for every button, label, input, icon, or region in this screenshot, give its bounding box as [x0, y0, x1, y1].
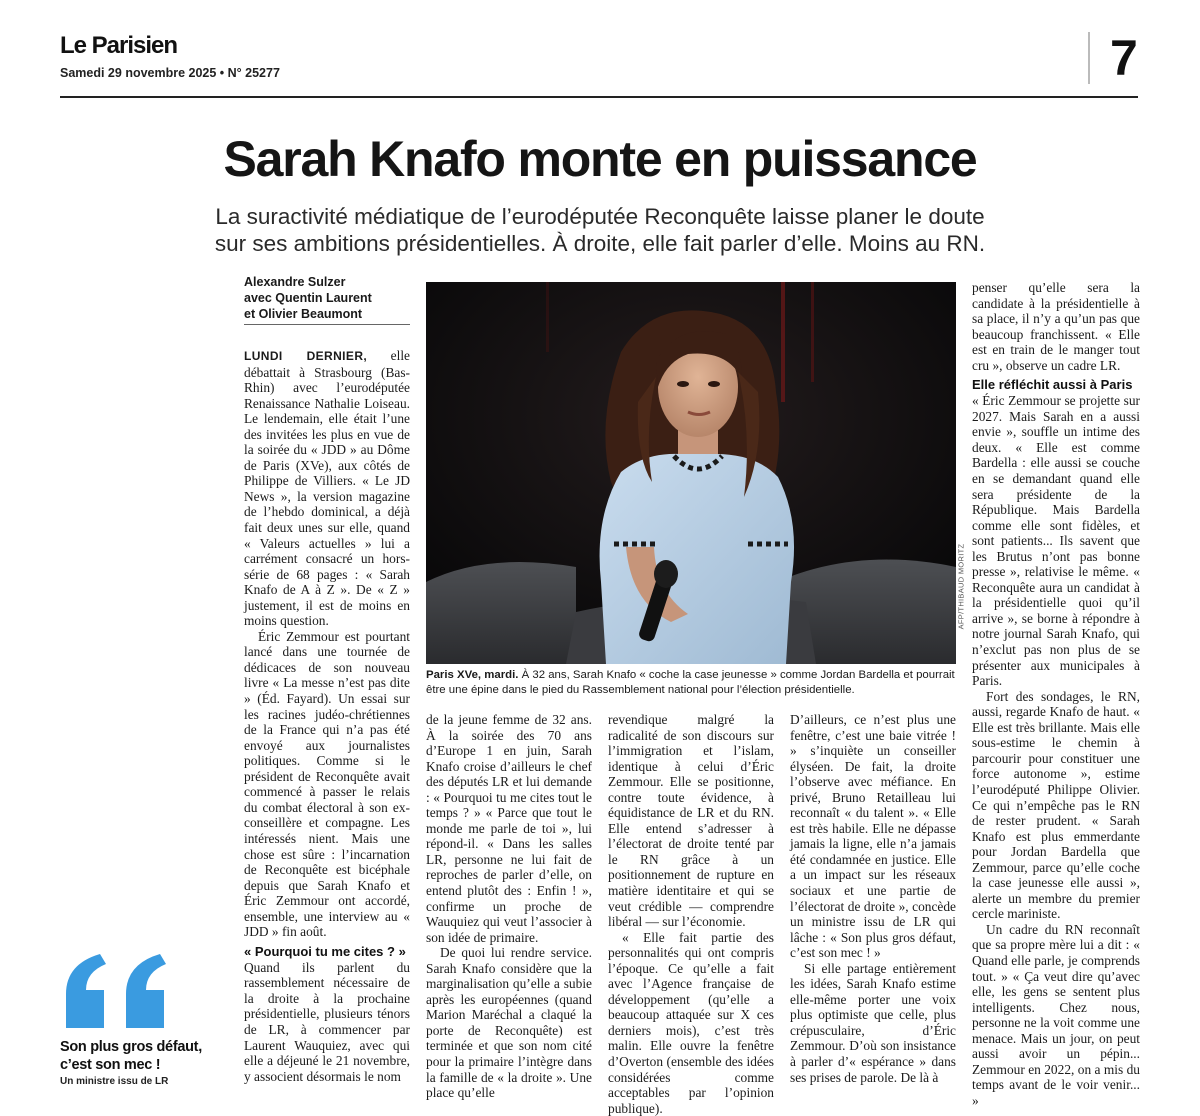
masthead-divider	[1088, 32, 1090, 84]
standfirst-line: La suractivité médiatique de l’eurodéputée Reconquête laisse planer le doute	[215, 204, 985, 229]
photo-credit-text: AFP/THIBAUD MORITZ	[956, 543, 966, 630]
paragraph: Si elle partage entièrement les idées, Sarah Knafo estime elle-même porter une voix plus optimiste que celle, plus crépusculaire, d’Éric Zemmour. D’où son insistance à parler d’« espérance » dans ses prises de parole. De là à	[790, 960, 956, 1085]
caption-text: À 32 ans, Sarah Knafo « coche la case jeunesse » comme Jordan Bardella et pourrait être une épine dans le pied du Rassemblement national pour l’élection présidentielle.	[426, 669, 955, 696]
headline: Sarah Knafo monte en puissance	[223, 131, 977, 187]
paragraph: Un cadre du RN reconnaît que sa propre mère lui a dit : « Quand elle parle, je comprends tout. » « Ça veut dire qu’avec elle, les gens se sentent plus intelligents. Chez nous, personne ne la voit comme une menace. Mais un jour, on peut aussi avoir un pépin... Zemmour en 2022, on a mis du temps avant de le voir venir... »	[972, 921, 1140, 1108]
photo-caption	[426, 668, 956, 698]
byline-author: et Olivier Beaumont	[244, 307, 363, 321]
article-column-3	[608, 712, 774, 1116]
byline-author: avec Quentin Laurent	[244, 291, 372, 305]
lead-in: LUNDI DERNIER,	[244, 349, 368, 363]
paragraph: « Elle fait partie des personnalités qui ont compris l’époque. Ce qu’elle a fait avec l’Agence française de développement (qu’elle a beaucoup attaquée sur X ces derniers mois), c’est très malin. Elle ouvre la fenêtre d’Overton (ensemble des idées considérées comme acceptables par l’opinion publique).	[608, 929, 774, 1116]
paragraph: D’ailleurs, ce n’est plus une fenêtre, c’est une baie vitrée ! » s’inquiète un conseiller élyséen. De fait, la droite l’observe avec méfiance. En privé, Bruno Retailleau lui reconnaît « du talent ». « Elle est très habile. Elle ne dépasse jamais la ligne, elle n’a jamais été condamnée en justice. Elle a un impact sur les réseaux sociaux et une partie de l’électorat de droite », concède un ministre issu de LR qui lâche : « Son plus gros défaut, c’est son mec ! »	[790, 712, 956, 961]
article-column-5	[972, 280, 1140, 1108]
paragraph: de la jeune femme de 32 ans. À la soirée des 70 ans d’Europe 1 en juin, Sarah Knafo croise d’ailleurs le chef des députés LR et lui demande : « Pourquoi tu me cites tout le temps ? » « Parce que tout le monde me parle de toi », lui répond-il. « Dans les salles LR, personne ne lui fait de reproches de parler d’elle, on entend plutôt des : Enfin ! », confirme un proche de Wauquiez qui veut l’associer à son idée de primaire.	[426, 712, 592, 945]
standfirst	[120, 203, 1080, 257]
caption-place: Paris XVe, mardi.	[426, 669, 519, 681]
paragraph: Quand ils parlent du rassemblement nécessaire de la droite à la prochaine présidentielle, plusieurs ténors de LR, à commencer par Laurent Wauquiez, avec qui elle a déjeuné le 21 novembre, y associent désormais le nom	[244, 959, 410, 1084]
article-column-4	[790, 712, 956, 1085]
paragraph: Fort des sondages, le RN, aussi, regarde Knafo de haut. « Elle est très brillante. Mais elle sous-estime le chemin à parcourir pour constituer une force autonome », estime l’eurodéputé Philippe Olivier. Ce qui n’empêche pas le RN de rester prudent. « Sarah Knafo est plus emmerdante pour Jordan Bardella que Zemmour, parce qu’elle coche la case jeunesse elle aussi », alerte un membre du premier cercle mariniste.	[972, 688, 1140, 922]
issue-date: Samedi 29 novembre 2025 • N° 25277	[60, 66, 280, 80]
paragraph: LUNDI DERNIER, elle débattait à Strasbourg (Bas-Rhin) avec l’eurodéputée Renaissance Nathalie Loiseau. Le lendemain, elle était l’une des invitées les plus en vue de la soirée du « JDD » au Dôme de Paris (XVe), aux côtés de Philippe de Villiers. « Le JD News », la version magazine de l’hebdo dominical, a déjà fait deux unes sur elle, quand « Valeurs actuelles » lui a carrément consacré un hors-série de 68 pages : « Sarah Knafo de A à Z ». De « Z » justement, il est de moins en moins question.	[244, 348, 410, 629]
subhead: Elle réfléchit aussi à Paris	[972, 377, 1133, 393]
subhead: « Pourquoi tu me cites ? »	[244, 943, 406, 959]
byline	[244, 274, 372, 322]
paragraph: De quoi lui rendre service. Sarah Knafo considère que la marginalisation qu’elle a subie après les européennes (quand Marion Maréchal a claqué la porte de Reconquête) est terminée et que son nom cité pour la primaire l’intègre dans la famille de « la droite ». Une place qu’elle	[426, 945, 592, 1101]
quote-marks-icon	[60, 950, 180, 1030]
paragraph: penser qu’elle sera la candidate à la présidentielle à sa place, il n’y a qu’un pas que beaucoup franchissent. « Elle est en train de le manger tout cru », observe un cadre LR.	[972, 280, 1140, 373]
article-column-1	[244, 348, 410, 1084]
photo-credit	[956, 282, 968, 664]
newspaper-logo: Le Parisien	[60, 32, 178, 59]
standfirst-line: sur ses ambitions présidentielles. À droite, elle fait parler d’elle. Moins au RN.	[214, 231, 986, 256]
article-column-2	[426, 712, 592, 1101]
paragraph: « Éric Zemmour se projette sur 2027. Mais Sarah en a aussi envie », souffle un intime des deux. « Elle est comme Bardella : elle aussi se couche en se demandant quand elle sera présidente de la République. Mais Bardella comme elle sont fidèles, et sont patients... Ils savent que les Brutus n’ont pas bonne presse », relativise le même. « Reconquête aura un candidat à la présidentielle quoi qu’il arrive », se borne à répondre à notre journal Sarah Knafo, qui n’exclut pas non plus de se présenter aux municipales à Paris.	[972, 393, 1140, 689]
pull-quote-source: Un ministre issu de LR	[60, 1076, 169, 1087]
page-number: 7	[1110, 30, 1138, 86]
byline-rule	[244, 324, 410, 325]
article-photo	[426, 282, 956, 664]
paragraph: revendique malgré la radicalité de son discours sur l’immigration et l’islam, identique à celui d’Éric Zemmour. Elle se positionne, contre toute évidence, à équidistance de LR et du RN. Elle entend s’adresser à l’électorat de droite tenté par le RN grâce à un positionnement de rupture en matière identitaire et qui se veut crédible — comprendre libéral — sur l’économie.	[608, 712, 774, 930]
paragraph: Éric Zemmour est pourtant lancé dans une tournée de dédicaces de son nouveau livre « La messe n’est pas dite » (Éd. Fayard). Un essai sur les racines judéo-chrétiennes de la France qui n’a pas été envoyé aux journalistes politiques. Comme si le président de Reconquête avait commencé à passer le relais du combat électoral à son ex-conseillère et compagne. Les intéressés nient. Mais une chose est sûre : l’incarnation de Reconquête est bicéphale depuis que Sarah Knafo et Éric Zemmour ont accordé, ensemble, une interview au « JDD » fin août.	[244, 628, 410, 940]
byline-author: Alexandre Sulzer	[244, 275, 346, 289]
pull-quote: Son plus gros défaut, c’est son mec !	[60, 1039, 202, 1073]
masthead-rule	[60, 96, 1138, 98]
photo-sarah-knafo	[426, 282, 956, 664]
